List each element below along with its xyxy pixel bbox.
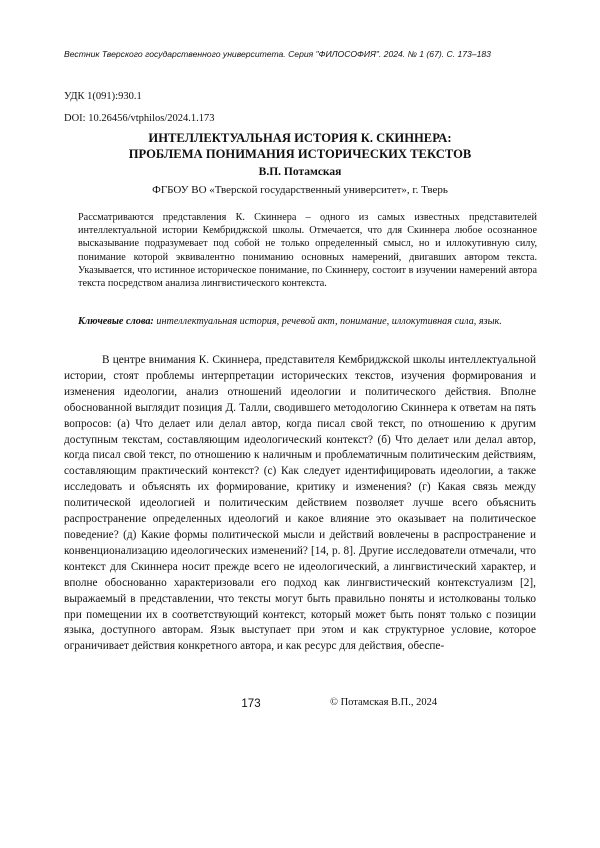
copyright: © Потамская В.П., 2024 bbox=[330, 697, 438, 708]
abstract: Рассматриваются представления К. Скиннера – одного из самых известных представителей интеллектуальной истории Кембриджской школы. Отмечается, что для Скиннера любое осознанное высказывание подразумевает под собой не только определенный смысл, но и иллокутивную силу, понимание которой эквивалентно пониманию основных намерений, двигавших автором текста. Указывается, что истинное историческое понимание, по Скиннеру, состоит в изучении намерений автора текста посредством анализа лингвистического контекста. bbox=[78, 212, 537, 290]
article-title-line-1: ИНТЕЛЛЕКТУАЛЬНАЯ ИСТОРИЯ К. СКИННЕРА: bbox=[148, 131, 452, 145]
page-number: 173 bbox=[241, 698, 261, 710]
author-name: В.П. Потамская bbox=[258, 166, 342, 178]
keywords bbox=[78, 315, 537, 328]
article-body bbox=[64, 353, 536, 655]
journal-header: Вестник Тверского государственного университета. Серия "ФИЛОСОФИЯ". 2024. № 1 (67). С. 173–183 bbox=[64, 49, 491, 59]
article-title-line-2: ПРОБЛЕМА ПОНИМАНИЯ ИСТОРИЧЕСКИХ ТЕКСТОВ bbox=[128, 147, 472, 161]
doi: DOI: 10.26456/vtphilos/2024.1.173 bbox=[64, 113, 215, 124]
keywords-text: интеллектуальная история, речевой акт, понимание, иллокутивная сила, язык. bbox=[156, 316, 502, 327]
keywords-label: Ключевые слова: bbox=[78, 316, 154, 327]
article-title bbox=[64, 130, 536, 162]
author-affiliation: ФГБОУ ВО «Тверской государственный университет», г. Тверь bbox=[152, 184, 448, 196]
udk-code: УДК 1(091):930.1 bbox=[64, 91, 142, 102]
body-paragraph: В центре внимания К. Скиннера, представителя Кембриджской школы интеллектуальной истории, стоят проблемы интерпретации исторических текстов, изучения формирования и изменения идеологии, анализ отношений идеологии и политического действия. Вполне обоснованной выглядит позиция Д. Талли, сводившего методологию Скиннера к ответам на пять вопросов: (а) Что делает или делал автор, когда писал свой текст, по отношению к другим доступным текстам, составляющим идеологический контекст? (б) Что делает или делал автор, когда писал свой текст, по отношению к наличным и проблематичным политическим действиям, составляющим практический контекст? (с) Как следует идентифицировать идеологии, а также исследовать и объяснять их формирование, критику и изменения? (г) Какая связь между политической идеологией и политическим действием позволяет лучше всего объяснить распространение определенных идеологий и какое влияние это оказывает на политическое поведение? (д) Какие формы политической мысли и действий вовлечены в распространение и конвенционализацию идеологических изменений? [14, р. 8]. Другие исследователи отмечали, что контекст для Скиннера носит прежде всего не идеологический, а лингвистический характер, и вполне обоснованно характеризовали его подход как лингвистический контекстуализм [2], выражаемый в представлении, что тексты могут быть правильно поняты и истолкованы только при помещении их в соответствующий контекст, который может быть понят только с позиции языка, доступного авторам. Язык выступает при этом и как структурное условие, которое ограничивает действия конкретного автора, и как ресурс для действия, обеспе- bbox=[64, 354, 536, 653]
